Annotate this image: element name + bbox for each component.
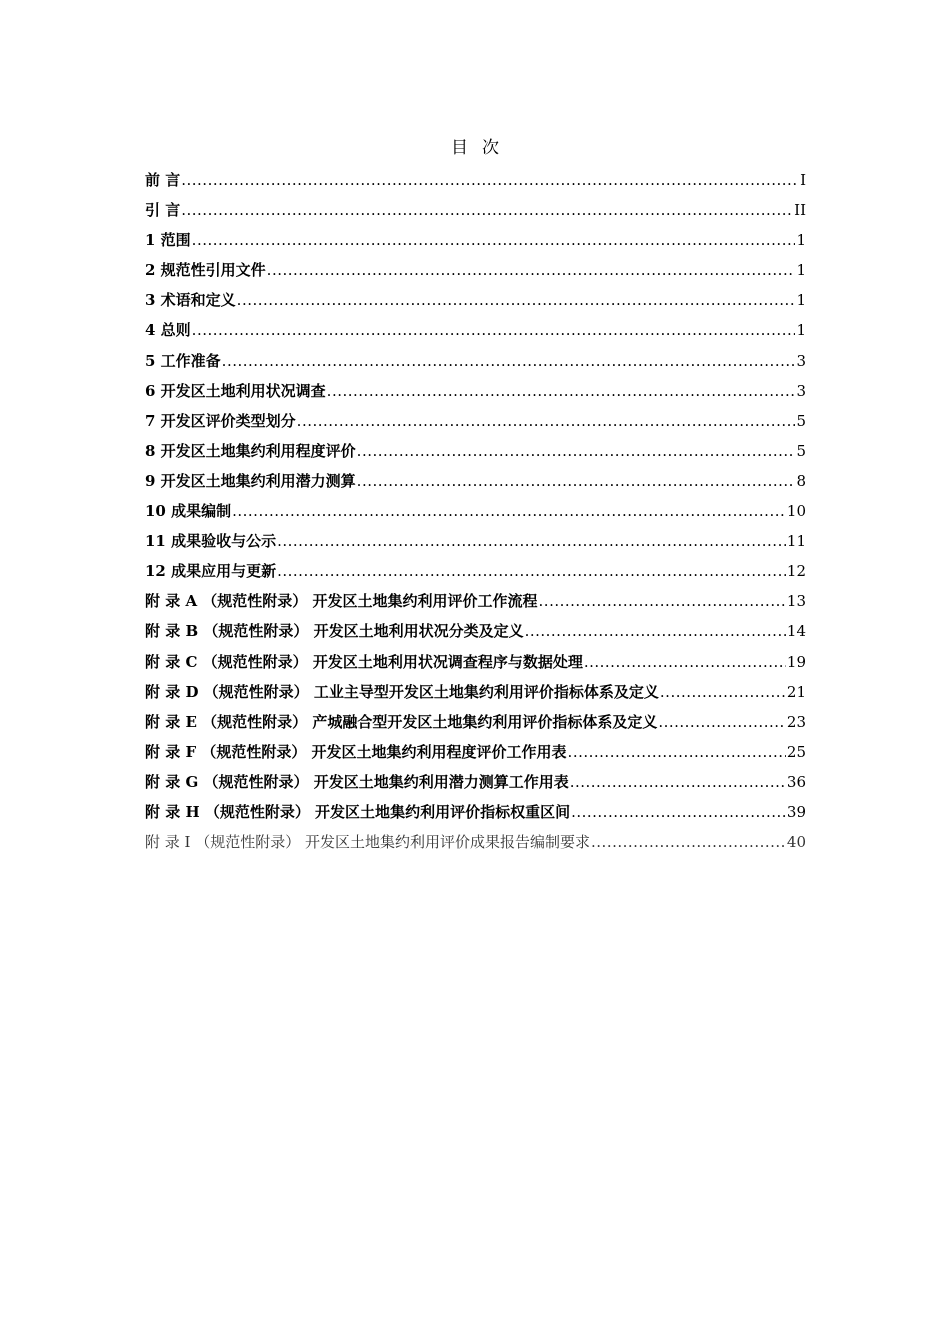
dot-leader [357, 472, 796, 490]
toc-entry[interactable] [145, 530, 806, 560]
dot-leader [192, 321, 796, 339]
toc-entry-page: 3 [796, 351, 806, 370]
toc-entry[interactable] [145, 440, 806, 470]
toc-entry-page: 3 [796, 381, 806, 400]
toc-entry-label: 2 规范性引用文件 [145, 261, 266, 280]
toc-entry-page: 39 [786, 802, 806, 821]
toc-entry-page: 36 [786, 772, 806, 791]
dot-leader [297, 412, 796, 430]
dot-leader [571, 803, 786, 821]
toc-entry-label: 引 言 [145, 201, 181, 220]
toc-entry-label: 附 录 B （规范性附录） 开发区土地利用状况分类及定义 [145, 622, 524, 641]
toc-entry[interactable] [145, 560, 806, 590]
toc-entry[interactable] [145, 590, 806, 620]
toc-entry-label: 附 录 H （规范性附录） 开发区土地集约利用评价指标权重区间 [145, 802, 571, 821]
toc-entry-page: 1 [796, 261, 806, 280]
toc-entry-label: 3 术语和定义 [145, 291, 236, 310]
toc-entry[interactable] [145, 380, 806, 410]
dot-leader [357, 442, 796, 460]
dot-leader [267, 261, 796, 279]
toc-entry[interactable] [145, 410, 806, 440]
toc-entry-label: 7 开发区评价类型划分 [145, 411, 296, 430]
toc-entry-label: 附 录 C （规范性附录） 开发区土地利用状况调查程序与数据处理 [145, 652, 583, 671]
toc-entry[interactable] [145, 229, 806, 259]
toc-entry-label: 附 录 E （规范性附录） 产城融合型开发区土地集约利用评价指标体系及定义 [145, 712, 658, 731]
toc-entry-page: 5 [796, 441, 806, 460]
toc-entry-page: 11 [786, 532, 806, 551]
toc-entry-page: 40 [786, 833, 806, 852]
toc-entry-label: 1 范围 [145, 231, 191, 250]
toc-entry[interactable] [145, 831, 806, 861]
toc-entry-label: 附 录 I （规范性附录） 开发区土地集约利用评价成果报告编制要求 [145, 833, 591, 852]
toc-entry-page: 5 [796, 411, 806, 430]
toc-entry-page: 23 [786, 712, 806, 731]
toc-entry[interactable] [145, 500, 806, 530]
dot-leader [539, 592, 786, 610]
toc-entry[interactable] [145, 350, 806, 380]
toc-entry-page: 10 [786, 502, 806, 521]
toc-entry[interactable] [145, 651, 806, 681]
toc-entry-label: 附 录 G （规范性附录） 开发区土地集约利用潜力测算工作用表 [145, 772, 569, 791]
dot-leader [222, 352, 796, 370]
dot-leader [525, 622, 786, 640]
toc-entry-label: 12 成果应用与更新 [145, 562, 277, 581]
toc-entry-page: 13 [786, 592, 806, 611]
toc-entry-label: 附 录 F （规范性附录） 开发区土地集约利用程度评价工作用表 [145, 742, 567, 761]
toc-entry-page: 1 [796, 291, 806, 310]
toc-entry-page: 19 [786, 652, 806, 671]
dot-leader [584, 653, 786, 671]
toc-entry-page: 14 [786, 622, 806, 641]
dot-leader [192, 231, 796, 249]
toc-entry-label: 附 录 D （规范性附录） 工业主导型开发区土地集约利用评价指标体系及定义 [145, 682, 659, 701]
dot-leader [232, 502, 786, 520]
toc-entry-page: II [794, 201, 806, 220]
toc-entry[interactable] [145, 771, 806, 801]
toc-list [145, 169, 806, 861]
toc-entry-label: 5 工作准备 [145, 351, 221, 370]
toc-entry[interactable] [145, 169, 806, 199]
toc-entry-label: 前 言 [145, 171, 181, 189]
toc-entry-label: 附 录 A （规范性附录） 开发区土地集约利用评价工作流程 [145, 592, 538, 611]
toc-entry-label: 11 成果验收与公示 [145, 532, 277, 551]
dot-leader [658, 713, 786, 731]
toc-entry-label: 8 开发区土地集约利用程度评价 [145, 441, 356, 460]
toc-entry[interactable] [145, 711, 806, 741]
dot-leader [277, 532, 786, 550]
toc-entry[interactable] [145, 289, 806, 319]
toc-entry[interactable] [145, 801, 806, 831]
toc-entry[interactable] [145, 681, 806, 711]
toc-entry[interactable] [145, 259, 806, 289]
toc-entry-page: 1 [796, 231, 806, 250]
dot-leader [181, 201, 793, 219]
toc-entry-label: 4 总则 [145, 321, 191, 340]
toc-entry-label: 9 开发区土地集约利用潜力测算 [145, 471, 356, 490]
dot-leader [277, 562, 786, 580]
toc-entry[interactable] [145, 741, 806, 771]
dot-leader [327, 382, 796, 400]
toc-entry[interactable] [145, 319, 806, 349]
dot-leader [237, 291, 796, 309]
toc-entry-page: 12 [786, 562, 806, 581]
dot-leader [568, 743, 786, 761]
toc-entry-page: 1 [796, 321, 806, 340]
toc-title: 目次 [451, 138, 513, 158]
dot-leader [570, 773, 786, 791]
toc-entry-page: 21 [786, 682, 806, 701]
toc-entry-page: 25 [786, 742, 806, 761]
toc-entry-label: 6 开发区土地利用状况调查 [145, 381, 326, 400]
toc-entry-page: 8 [796, 471, 806, 490]
dot-leader [660, 683, 786, 701]
dot-leader [181, 171, 799, 189]
toc-entry[interactable] [145, 470, 806, 500]
toc-entry[interactable] [145, 620, 806, 650]
dot-leader [591, 833, 786, 851]
toc-entry-page: I [800, 171, 806, 189]
toc-entry-label: 10 成果编制 [145, 502, 232, 521]
toc-entry[interactable] [145, 199, 806, 229]
